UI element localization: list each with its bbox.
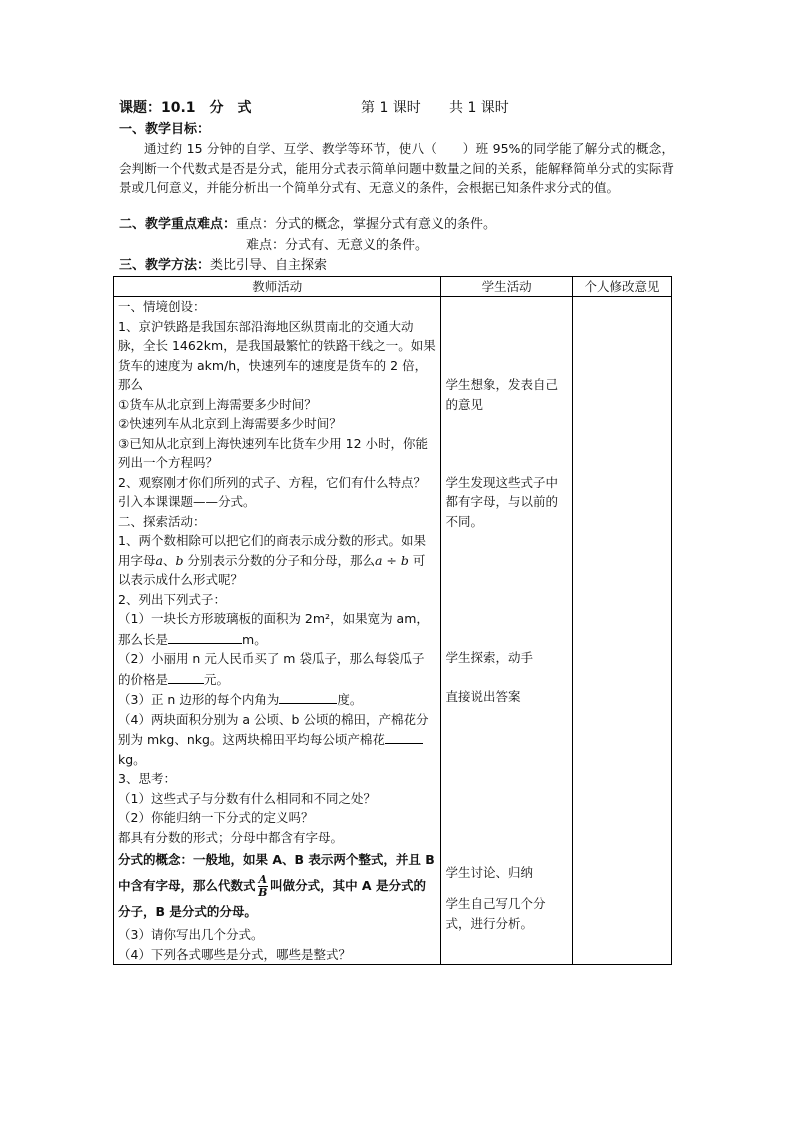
header-student-activity: 学生活动: [441, 277, 572, 297]
think-1: （1）这些式子与分数有什么相同和不同之处？: [118, 790, 376, 806]
think-3: （3）请你写出几个分式。: [118, 927, 264, 942]
answer-blank-2: [168, 669, 204, 684]
question-2: ②快速列车从北京到上海需要多少时间？: [118, 416, 342, 431]
methods-text: 类比引导、自主探索: [210, 258, 328, 273]
division-question: 1、两个数相除可以把它们的商表示成分数的形式。如果用字母a、b 分别表示分数的分子和分母，那么a ÷ b 可以表示成什么形式呢？: [118, 533, 426, 587]
lesson-period: 第 1 课时: [361, 100, 421, 116]
header-personal-notes: 个人修改意见: [572, 277, 671, 297]
think-4: （4）下列各式哪些是分式，哪些是整式？: [118, 946, 351, 962]
student-activity-1: 学生想象，发表自己的意见: [445, 377, 558, 412]
goals-heading: 一、教学目标：: [119, 122, 211, 137]
key-points-heading: 二、教学重点难点：: [119, 217, 237, 232]
section-think: 3、思考：: [118, 771, 176, 786]
student-activity-cell: [441, 297, 572, 965]
division-expression: a ÷ b: [374, 552, 409, 568]
lesson-title-line: [119, 98, 679, 118]
list-expressions: 2、列出下列式子：: [118, 591, 226, 607]
think-answer: 都具有分数的形式；分母中都含有字母。: [118, 829, 344, 845]
fraction-definition: 分式的概念：一般地，如果 A、B 表示两个整式，并且 B 中含有字母，那么代数式 $\frac{A}{B}$ 叫做分式，其中 A 是分式的分子，B 是分式的分母。: [118, 852, 435, 919]
question-1: ①货车从北京到上海需要多少时间？: [118, 396, 317, 412]
problem-railway: 1、京沪铁路是我国东部沿海地区纵贯南北的交通大动脉，全长 1462km，是我国最繁忙的铁路干线之一。如果货车的速度为 akm/h，快速列车的速度是货车的 2 倍，那么: [118, 318, 436, 392]
key-points-difficulty: 难点：分式有、无意义的条件。: [246, 238, 429, 253]
var-b: b: [175, 552, 184, 568]
exercise-3: （3）正 n 边形的每个内角为 度。: [118, 689, 436, 710]
student-activity-2: 学生发现这些式子中都有字母，与以前的不同。: [445, 474, 558, 529]
header-teacher-activity: 教师活动: [114, 277, 441, 297]
goals-heading-line: [119, 120, 679, 140]
exercise-2: （2）小丽用 n 元人民币买了 m 袋瓜子，那么每袋瓜子的价格是 元。: [118, 651, 425, 687]
student-activity-6: 学生自己写几个分式，进行分析。: [445, 896, 546, 931]
lesson-total: 共 1 课时: [449, 100, 509, 116]
exercise-4: （4）两块面积分别为 a 公顷、b 公顷的棉田，产棉花分别为 mkg、nkg。这两块棉田平均每公顷产棉花kg。: [118, 711, 429, 767]
lesson-title: 课题：10.1 分 式: [119, 100, 252, 116]
key-points-focus: 重点：分式的概念，掌握分式有意义的条件。: [236, 217, 497, 232]
methods-line: [119, 256, 679, 276]
student-activity-3: 学生探索，动手: [445, 650, 533, 665]
observe-question: 2、观察刚才你们所列的式子、方程，它们有什么特点？: [118, 474, 426, 490]
answer-blank-1: [168, 629, 242, 644]
methods-heading: 三、教学方法：: [119, 258, 211, 273]
answer-blank-3: [279, 689, 337, 704]
fraction-a-over-b: $\frac{A}{B}$: [258, 873, 268, 899]
key-points-line: [119, 215, 679, 235]
teacher-activity-cell: [114, 297, 441, 965]
student-activity-5: 学生讨论、归纳: [445, 864, 533, 880]
introduce-topic: 引入本课课题——分式。: [118, 494, 256, 509]
table-body-row: [114, 297, 672, 965]
personal-notes-cell: [572, 297, 671, 965]
var-a: a: [155, 552, 163, 568]
section-explore: 二、探索活动：: [118, 513, 206, 529]
student-activity-4: 直接说出答案: [445, 689, 521, 704]
question-3: ③已知从北京到上海快速列车比货车少用 12 小时，你能列出一个方程吗？: [118, 435, 429, 470]
lesson-activity-table: [113, 276, 672, 965]
table-header-row: [114, 277, 672, 297]
section-situation: 一、情境创设：: [118, 299, 206, 314]
answer-blank-4: [385, 729, 423, 744]
think-2: （2）你能归纳一下分式的定义吗？: [118, 810, 314, 825]
goals-text: 通过约 15 分钟的自学、互学、教学等环节，使八（ ）班 95%的同学能了解分式的概念，会判断一个代数式是否是分式，能用分式表示简单问题中数量之间的关系，能解释简单分式的实际背景或几何意义，并能分析出一个简单分式有、无意义的条件，会根据已知条件求分式的值。: [119, 141, 674, 195]
exercise-1: （1）一块长方形玻璃板的面积为 2m²，如果宽为 am，那么长是 m。: [118, 611, 429, 647]
